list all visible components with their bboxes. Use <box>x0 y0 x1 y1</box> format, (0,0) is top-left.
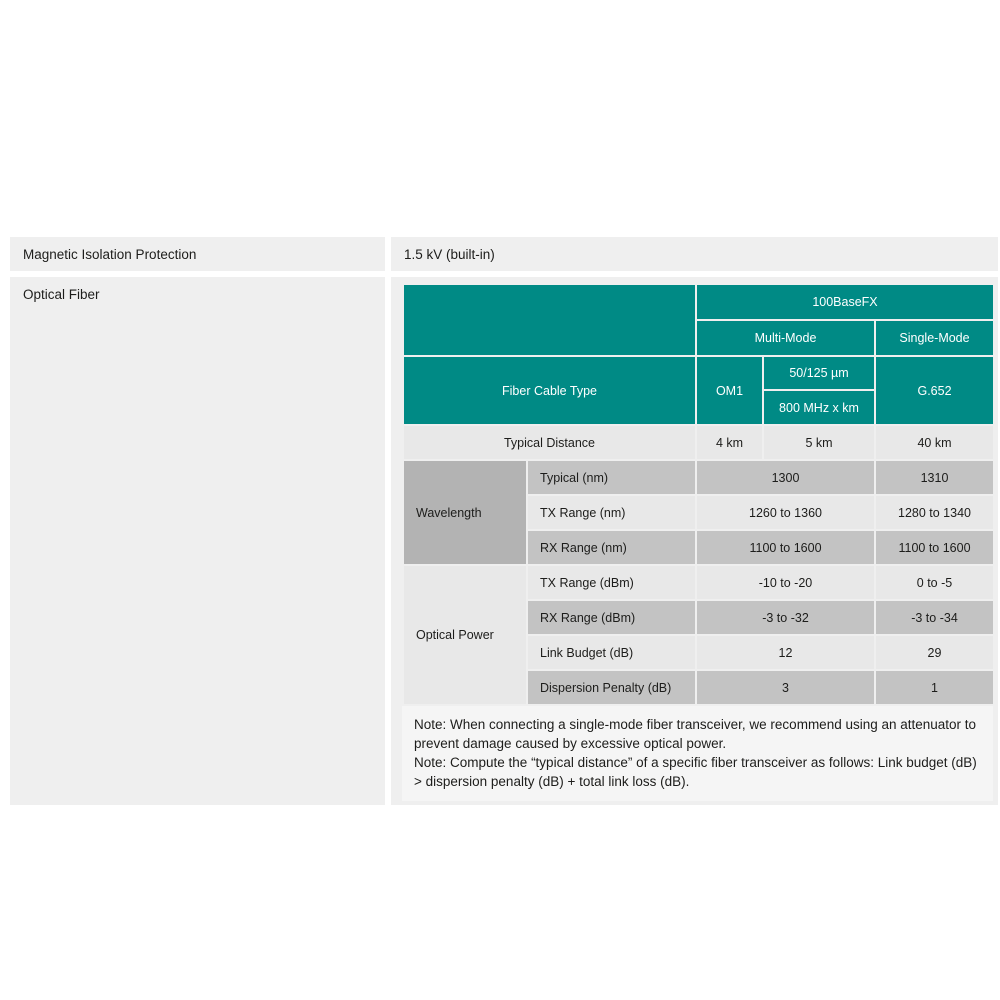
spec-row-optical-fiber <box>10 277 998 805</box>
spec-value-optical-fiber <box>391 277 998 805</box>
header-om1: OM1 <box>696 356 763 425</box>
value-power-tx-multi: -10 to -20 <box>696 565 875 600</box>
value-distance-om1: 4 km <box>696 425 763 460</box>
value-wavelength-typical-multi: 1300 <box>696 460 875 495</box>
value-power-tx-single: 0 to -5 <box>875 565 994 600</box>
value-wavelength-rx-multi: 1100 to 1600 <box>696 530 875 565</box>
header-multi-mode: Multi-Mode <box>696 320 875 356</box>
header-core-size: 50/125 µm <box>763 356 875 390</box>
header-g652: G.652 <box>875 356 994 425</box>
section-label-optical-power: Optical Power <box>403 565 527 705</box>
value-power-dispersion-single: 1 <box>875 670 994 705</box>
value-wavelength-tx-multi: 1260 to 1360 <box>696 495 875 530</box>
row-label-wavelength-tx: TX Range (nm) <box>527 495 696 530</box>
value-distance-core: 5 km <box>763 425 875 460</box>
section-label-wavelength: Wavelength <box>403 460 527 565</box>
table-notes <box>402 706 993 801</box>
value-power-budget-single: 29 <box>875 635 994 670</box>
header-blank-cell <box>403 284 696 356</box>
row-label-wavelength-rx: RX Range (nm) <box>527 530 696 565</box>
note-attenuator: Note: When connecting a single-mode fiber transceiver, we recommend using an attenuator to prevent damage caused by excessive optical power. <box>414 717 977 751</box>
row-label-typical-distance: Typical Distance <box>403 425 696 460</box>
value-distance-single: 40 km <box>875 425 994 460</box>
spec-label-magnetic-isolation: Magnetic Isolation Protection <box>10 237 385 271</box>
value-power-dispersion-multi: 3 <box>696 670 875 705</box>
row-label-power-budget: Link Budget (dB) <box>527 635 696 670</box>
note-typical-distance: Note: Compute the “typical distance” of a specific fiber transceiver as follows: Link budget (dB) > dispersion penalty (dB) + total link loss (dB). <box>414 755 977 789</box>
row-label-power-tx: TX Range (dBm) <box>527 565 696 600</box>
value-power-rx-multi: -3 to -32 <box>696 600 875 635</box>
value-wavelength-tx-single: 1280 to 1340 <box>875 495 994 530</box>
fiber-spec-table <box>402 283 995 706</box>
row-label-power-rx: RX Range (dBm) <box>527 600 696 635</box>
value-power-rx-single: -3 to -34 <box>875 600 994 635</box>
header-fiber-cable-type: Fiber Cable Type <box>403 356 696 425</box>
header-standard: 100BaseFX <box>696 284 994 320</box>
value-wavelength-rx-single: 1100 to 1600 <box>875 530 994 565</box>
value-power-budget-multi: 12 <box>696 635 875 670</box>
spec-value-magnetic-isolation: 1.5 kV (built-in) <box>391 237 998 271</box>
spec-row-magnetic-isolation <box>10 237 998 271</box>
row-label-wavelength-typical: Typical (nm) <box>527 460 696 495</box>
header-bandwidth: 800 MHz x km <box>763 390 875 425</box>
row-label-power-dispersion: Dispersion Penalty (dB) <box>527 670 696 705</box>
header-single-mode: Single-Mode <box>875 320 994 356</box>
value-wavelength-typical-single: 1310 <box>875 460 994 495</box>
spec-label-optical-fiber: Optical Fiber <box>10 277 385 805</box>
